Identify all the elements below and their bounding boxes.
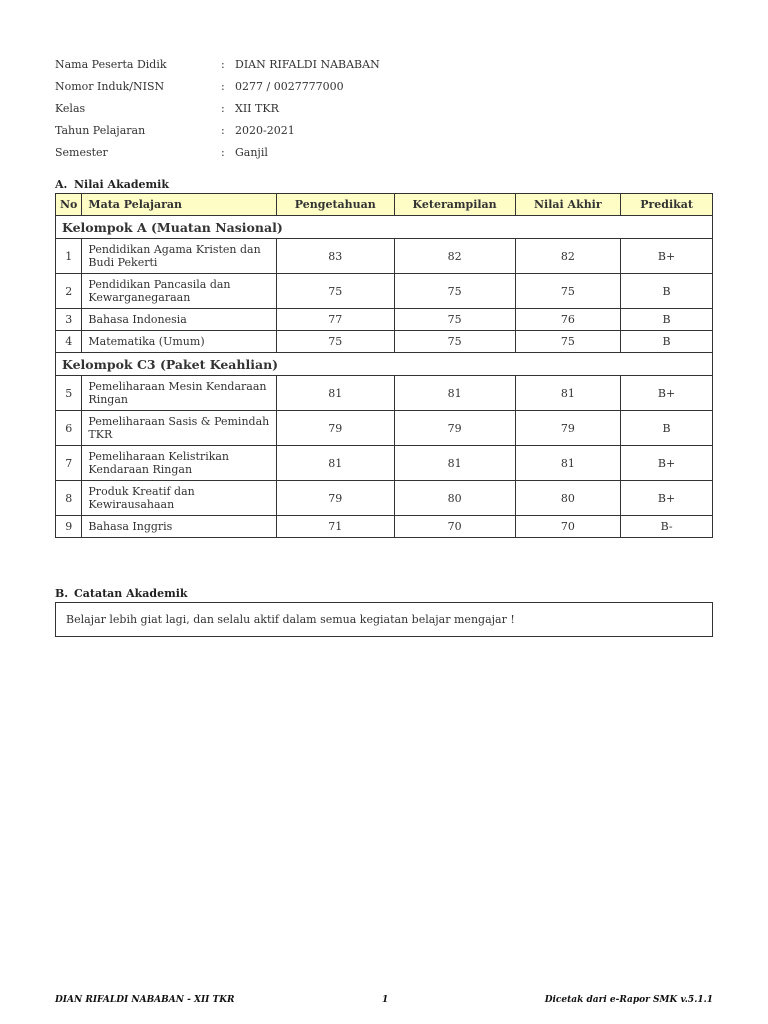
cell-pengetahuan: 77 — [276, 309, 394, 331]
section-label: Nilai Akademik — [74, 178, 169, 191]
info-value: XII TKR — [235, 101, 279, 115]
info-colon: : — [221, 101, 225, 115]
cell-nilai-akhir: 81 — [515, 446, 621, 481]
table-row — [56, 516, 713, 538]
header-nilai-akhir: Nilai Akhir — [515, 194, 621, 216]
info-row-name — [55, 53, 380, 75]
section-b-title — [55, 587, 188, 600]
cell-no: 5 — [56, 376, 82, 411]
cell-nilai-akhir: 70 — [515, 516, 621, 538]
cell-subject: Matematika (Umum) — [82, 331, 276, 353]
info-value: 0277 / 0027777000 — [235, 79, 344, 93]
section-a-title — [55, 178, 169, 191]
student-info — [55, 53, 380, 163]
cell-subject: Produk Kreatif dan Kewirausahaan — [82, 481, 276, 516]
header-no: No — [56, 194, 82, 216]
info-colon: : — [221, 123, 225, 137]
cell-subject: Pemeliharaan Sasis & Pemindah TKR — [82, 411, 276, 446]
cell-keterampilan: 79 — [394, 411, 515, 446]
cell-pengetahuan: 79 — [276, 411, 394, 446]
info-row-semester — [55, 141, 380, 163]
cell-subject: Pemeliharaan Kelistrikan Kendaraan Ringan — [82, 446, 276, 481]
cell-pengetahuan: 75 — [276, 331, 394, 353]
section-number: B. — [55, 587, 69, 600]
info-colon: : — [221, 79, 225, 93]
cell-keterampilan: 82 — [394, 239, 515, 274]
info-label: Nomor Induk/NISN — [55, 79, 165, 93]
header-keterampilan: Keterampilan — [394, 194, 515, 216]
cell-pengetahuan: 71 — [276, 516, 394, 538]
cell-predikat: B+ — [621, 446, 713, 481]
table-row — [56, 239, 713, 274]
cell-keterampilan: 80 — [394, 481, 515, 516]
table-row — [56, 411, 713, 446]
cell-keterampilan: 81 — [394, 376, 515, 411]
info-row-class — [55, 97, 380, 119]
table-row — [56, 331, 713, 353]
cell-nilai-akhir: 81 — [515, 376, 621, 411]
table-row — [56, 309, 713, 331]
cell-predikat: B+ — [621, 376, 713, 411]
grades-table — [55, 193, 713, 538]
group-row — [56, 353, 713, 376]
cell-keterampilan: 70 — [394, 516, 515, 538]
cell-nilai-akhir: 75 — [515, 274, 621, 309]
footer-printed-by: Dicetak dari e-Rapor SMK v.5.1.1 — [544, 995, 713, 1005]
notes-text: Belajar lebih giat lagi, dan selalu aktif dalam semua kegiatan belajar mengajar ! — [66, 613, 515, 626]
page-number: 1 — [382, 995, 389, 1005]
table-row — [56, 376, 713, 411]
group-title: Kelompok C3 (Paket Keahlian) — [56, 353, 713, 376]
table-row — [56, 481, 713, 516]
cell-no: 7 — [56, 446, 82, 481]
academic-notes — [55, 602, 713, 637]
info-label: Semester — [55, 145, 108, 159]
cell-predikat: B- — [621, 516, 713, 538]
info-value: DIAN RIFALDI NABABAN — [235, 57, 380, 71]
cell-subject: Bahasa Inggris — [82, 516, 276, 538]
cell-nilai-akhir: 76 — [515, 309, 621, 331]
cell-pengetahuan: 81 — [276, 446, 394, 481]
table-row — [56, 274, 713, 309]
cell-pengetahuan: 75 — [276, 274, 394, 309]
table-row — [56, 446, 713, 481]
cell-nilai-akhir: 79 — [515, 411, 621, 446]
cell-no: 9 — [56, 516, 82, 538]
cell-predikat: B+ — [621, 481, 713, 516]
cell-predikat: B — [621, 274, 713, 309]
info-value: 2020-2021 — [235, 123, 295, 137]
cell-no: 3 — [56, 309, 82, 331]
header-predikat: Predikat — [621, 194, 713, 216]
cell-keterampilan: 75 — [394, 274, 515, 309]
cell-pengetahuan: 79 — [276, 481, 394, 516]
cell-nilai-akhir: 80 — [515, 481, 621, 516]
table-header-row — [56, 194, 713, 216]
cell-no: 6 — [56, 411, 82, 446]
footer-student: DIAN RIFALDI NABABAN - XII TKR — [55, 995, 235, 1005]
cell-predikat: B — [621, 309, 713, 331]
cell-keterampilan: 75 — [394, 331, 515, 353]
section-label: Catatan Akademik — [74, 587, 188, 600]
cell-nilai-akhir: 75 — [515, 331, 621, 353]
cell-no: 8 — [56, 481, 82, 516]
header-subject: Mata Pelajaran — [82, 194, 276, 216]
header-pengetahuan: Pengetahuan — [276, 194, 394, 216]
cell-predikat: B+ — [621, 239, 713, 274]
cell-pengetahuan: 83 — [276, 239, 394, 274]
info-label: Kelas — [55, 101, 86, 115]
info-label: Nama Peserta Didik — [55, 57, 167, 71]
cell-subject: Bahasa Indonesia — [82, 309, 276, 331]
cell-predikat: B — [621, 331, 713, 353]
cell-subject: Pendidikan Pancasila dan Kewarganegaraan — [82, 274, 276, 309]
cell-nilai-akhir: 82 — [515, 239, 621, 274]
section-number: A. — [55, 178, 68, 191]
info-label: Tahun Pelajaran — [55, 123, 146, 137]
cell-pengetahuan: 81 — [276, 376, 394, 411]
cell-no: 4 — [56, 331, 82, 353]
page-footer — [55, 995, 713, 1005]
group-title: Kelompok A (Muatan Nasional) — [56, 216, 713, 239]
info-colon: : — [221, 57, 225, 71]
cell-subject: Pemeliharaan Mesin Kendaraan Ringan — [82, 376, 276, 411]
cell-predikat: B — [621, 411, 713, 446]
info-row-year — [55, 119, 380, 141]
cell-no: 1 — [56, 239, 82, 274]
info-colon: : — [221, 145, 225, 159]
cell-subject: Pendidikan Agama Kristen dan Budi Pekerti — [82, 239, 276, 274]
cell-keterampilan: 81 — [394, 446, 515, 481]
info-row-nisn — [55, 75, 380, 97]
info-value: Ganjil — [235, 145, 268, 159]
group-row — [56, 216, 713, 239]
cell-no: 2 — [56, 274, 82, 309]
cell-keterampilan: 75 — [394, 309, 515, 331]
